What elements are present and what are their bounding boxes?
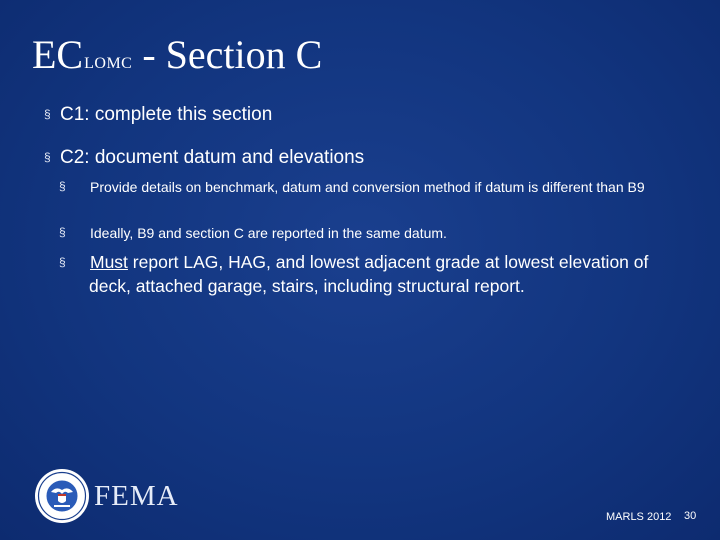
bullet-item [44,145,364,170]
subbullet-item [59,223,649,242]
fema-logo [34,468,184,524]
bullet-text: C2: document datum and elevations [60,147,365,168]
slide-title [32,30,322,80]
subbullet-text: Provide details on benchmark, datum and conversion method if datum is different than B9 [90,179,645,195]
bullet-square-icon: § [44,150,51,164]
bullet-text: C1: complete this section [60,104,273,125]
bullet-item [44,102,272,127]
footer-text: MARLS 2012 [606,511,672,523]
subbullet-item [59,177,649,196]
title-subscript: LOMC [84,55,133,72]
dhs-seal-icon [34,468,90,524]
bullet-square-icon: § [59,225,66,239]
page-number: 30 [684,510,697,522]
subbullet-text: Ideally, B9 and section C are reported in the same datum. [90,225,447,241]
title-main: EC [32,32,84,77]
bullet-square-icon: § [44,107,51,121]
bullet-square-icon: § [59,255,66,269]
fema-wordmark: FEMA [94,480,179,512]
subbullet-emphasis-item [59,250,659,298]
emphasis-underlined-word: Must [90,252,128,272]
bullet-square-icon: § [59,179,66,193]
emphasis-text: report LAG, HAG, and lowest adjacent grade at lowest elevation of deck, attached garage, stairs, including structural report. [89,252,649,296]
title-rest: - Section C [132,32,323,77]
